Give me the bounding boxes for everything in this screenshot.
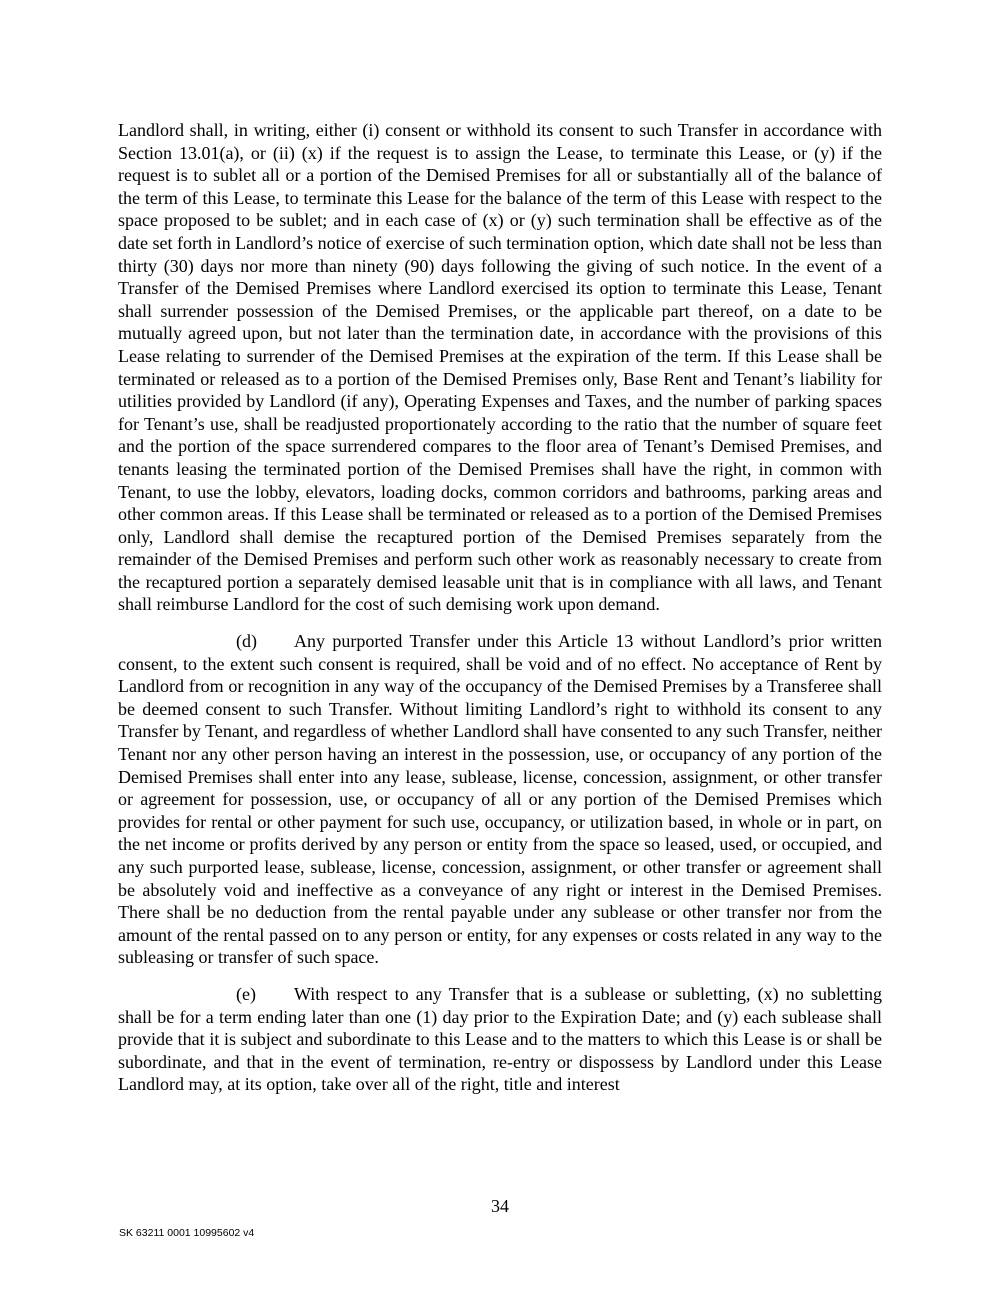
paragraph-e xyxy=(118,983,882,1096)
paragraph-d-text: Any purported Transfer under this Article 13 without Landlord’s prior written consent, to the extent such consent is required, shall be void and of no effect. No acceptance of Rent by Landlord from or recognition in any way of the occupancy of the Demised Premises by a Transferee shall be deemed consent to such Transfer. Without limiting Landlord’s right to withhold its consent to any Transfer by Tenant, and regardless of whether Landlord shall have consented to any such Transfer, neither Tenant nor any other person having an interest in the possession, use, or occupancy of any portion of the Demised Premises shall enter into any lease, sublease, license, concession, assignment, or other transfer or agreement for possession, use, or occupancy of all or any portion of the Demised Premises which provides for rental or other payment for such use, occupancy, or utilization based, in whole or in part, on the net income or profits derived by any person or entity from the space so leased, used, or occupied, and any such purported lease, sublease, license, concession, assignment, or other transfer or agreement shall be absolutely void and ineffective as a conveyance of any right or interest in the Demised Premises. There shall be no deduction from the rental payable under any sublease or other transfer nor from the amount of the rental passed on to any person or entity, for any expenses or costs related in any way to the subleasing or transfer of such space. xyxy=(118,631,882,968)
paragraph-d xyxy=(118,630,882,969)
paragraph-d-label: (d) xyxy=(236,631,257,652)
document-footer-id: SK 63211 0001 10995602 v4 xyxy=(119,1227,255,1239)
paragraph-e-label: (e) xyxy=(236,983,256,1004)
document-body xyxy=(118,119,882,1110)
paragraph-continuation: Landlord shall, in writing, either (i) consent or withhold its consent to such Transfer in accordance with Section 13.01(a), or (ii) (x) if the request is to assign the Lease, to terminate this Lease, or (y) if the request is to sublet all or a portion of the Demised Premises for all or substantially all of the balance of the term of this Lease, to terminate this Lease for the balance of the term of this Lease with respect to the space proposed to be sublet; and in each case of (x) or (y) such termination shall be effective as of the date set forth in Landlord’s notice of exercise of such termination option, which date shall not be less than thirty (30) days nor more than ninety (90) days following the giving of such notice. In the event of a Transfer of the Demised Premises where Landlord exercised its option to terminate this Lease, Tenant shall surrender possession of the Demised Premises, or the applicable part thereof, on a date to be mutually agreed upon, but not later than the termination date, in accordance with the provisions of this Lease relating to surrender of the Demised Premises at the expiration of the term. If this Lease shall be terminated or released as to a portion of the Demised Premises only, Base Rent and Tenant’s liability for utilities provided by Landlord (if any), Operating Expenses and Taxes, and the number of parking spaces for Tenant’s use, shall be readjusted proportionately according to the ratio that the number of square feet and the portion of the space surrendered compares to the floor area of Tenant’s Demised Premises, and tenants leasing the terminated portion of the Demised Premises shall have the right, in common with Tenant, to use the lobby, elevators, loading docks, common corridors and bathrooms, parking areas and other common areas. If this Lease shall be terminated or released as to a portion of the Demised Premises only, Landlord shall demise the recaptured portion of the Demised Premises separately from the remainder of the Demised Premises and perform such other work as reasonably necessary to create from the recaptured portion a separately demised leasable unit that is in compliance with all laws, and Tenant shall reimburse Landlord for the cost of such demising work upon demand. xyxy=(118,120,882,615)
page-number: 34 xyxy=(491,1196,509,1216)
paragraph-e-text: With respect to any Transfer that is a sublease or subletting, (x) no subletting shall be for a term ending later than one (1) day prior to the Expiration Date; and (y) each sublease shall provide that it is subject and subordinate to this Lease and to the matters to which this Lease is or shall be subordinate, and that in the event of termination, re-entry or dispossess by Landlord under this Lease Landlord may, at its option, take over all of the right, title and interest xyxy=(118,983,882,1095)
